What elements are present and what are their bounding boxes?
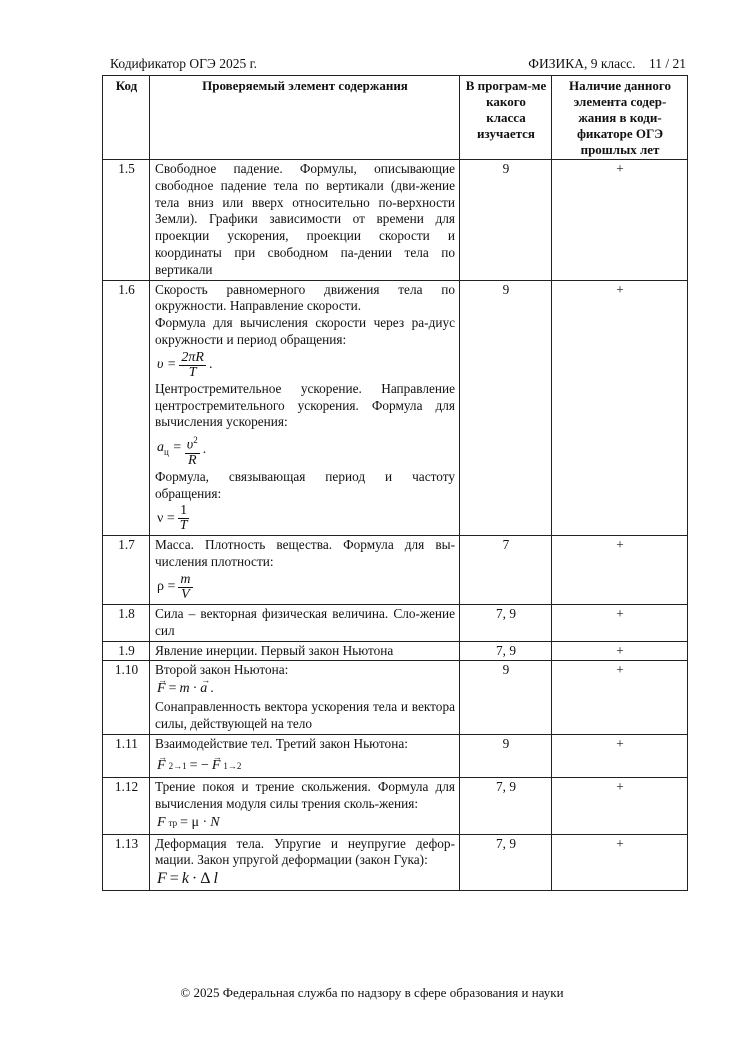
row-content [150, 661, 460, 734]
row-text: Второй закон Ньютона: [155, 662, 289, 678]
row-text: Скорость равномерного движения тела по окружности. Направление скорости. [155, 281, 455, 314]
row-code: 1.9 [103, 641, 150, 661]
row-code: 1.10 [103, 661, 150, 734]
row-class: 7, 9 [460, 778, 552, 834]
row-text: Сила – векторная физическая величина. Сло-жение сил [150, 605, 460, 642]
row-text: Формула для вычисления скорости через ра-диус окружности и период обращения: [155, 315, 455, 347]
table-row [103, 160, 688, 281]
table-row [103, 536, 688, 605]
table-row [103, 641, 688, 661]
row-class: 7 [460, 536, 552, 605]
row-code: 1.11 [103, 734, 150, 778]
table-row [103, 778, 688, 834]
formula-frequency: ν = $\frac{1}{T}$ [157, 503, 188, 534]
row-class: 9 [460, 160, 552, 281]
table-row [103, 834, 688, 890]
col-header-code: Код [103, 76, 150, 160]
table-row [103, 734, 688, 778]
row-code: 1.13 [103, 834, 150, 890]
row-class: 7, 9 [460, 641, 552, 661]
formula-density: ρ = $\frac{m}{V}$ [157, 572, 191, 602]
row-text: Формула, связывающая период и частоту обращения: [155, 468, 455, 501]
row-prev: + [552, 734, 688, 778]
row-content [150, 536, 460, 605]
row-class: 9 [460, 280, 552, 536]
row-class: 9 [460, 661, 552, 734]
row-content [150, 778, 460, 834]
row-text: Явление инерции. Первый закон Ньютона [150, 641, 460, 661]
formula-hooke: F = k · Δ l [157, 870, 218, 888]
table-header-row [103, 76, 688, 160]
formula-newton2: → F = m · → a . [157, 681, 455, 698]
codifier-table [102, 75, 688, 891]
table-row [103, 661, 688, 734]
row-text: Сонаправленность вектора ускорения тела и вектора силы, действующей на тело [155, 698, 455, 731]
table-row [103, 605, 688, 642]
row-text: Свободное падение. Формулы, описывающие свободное падение тела по вертикали (дви-жение тела вниз или вверх относительно по-верхности Земли). Графики зависимости от времени для проекции ускорения, проекции скорости и координаты при свободном па-дении тела по вертикали [150, 160, 460, 281]
header-right: ФИЗИКА, 9 класс. 11 / 21 [528, 56, 686, 71]
row-text: Центростремительное ускорение. Направление центростремительного ускорения. Формула для вычисления ускорения: [155, 380, 455, 430]
row-code: 1.7 [103, 536, 150, 605]
row-code: 1.6 [103, 280, 150, 536]
row-class: 9 [460, 734, 552, 778]
row-code: 1.8 [103, 605, 150, 642]
row-text: Деформация тела. Упругие и неупругие дефор-мации. Закон упругой деформации (закон Гука): [155, 835, 455, 868]
row-code: 1.5 [103, 160, 150, 281]
row-class: 7, 9 [460, 834, 552, 890]
row-prev: + [552, 605, 688, 642]
row-prev: + [552, 661, 688, 734]
row-text: Трение покоя и трение скольжения. Формула для вычисления модуля силы трения сколь-жения: [155, 779, 455, 811]
col-header-element: Проверяемый элемент содержания [150, 76, 460, 160]
col-header-prev: Наличие данного элемента содер-жания в коди-фикаторе ОГЭ прошлых лет [552, 76, 688, 160]
formula-newton3: → F 2→1 = − → F 1→2 [157, 758, 455, 775]
row-content [150, 834, 460, 890]
row-class: 7, 9 [460, 605, 552, 642]
row-prev: + [552, 536, 688, 605]
row-code: 1.12 [103, 778, 150, 834]
row-prev: + [552, 641, 688, 661]
row-prev: + [552, 280, 688, 536]
header-left: Кодификатор ОГЭ 2025 г. [110, 56, 257, 71]
col-header-class: В програм-ме какого класса изучается [460, 76, 552, 160]
row-content [150, 280, 460, 536]
formula-friction: F тр = μ · N [157, 814, 220, 830]
row-prev: + [552, 160, 688, 281]
page-footer: © 2025 Федеральная служба по надзору в сфере образования и науки [180, 985, 564, 1000]
row-prev: + [552, 778, 688, 834]
row-content [150, 734, 460, 778]
row-prev: + [552, 834, 688, 890]
row-text: Масса. Плотность вещества. Формула для вы-числения плотности: [155, 537, 455, 570]
table-row [103, 280, 688, 536]
formula-centripetal: $a_ц$ = $\frac{\upsilon^2}{R}$ . [157, 435, 207, 468]
formula-velocity: υ = $\frac{2\pi R}{T}$ . [157, 349, 213, 380]
row-text: Взаимодействие тел. Третий закон Ньютона: [155, 735, 408, 751]
